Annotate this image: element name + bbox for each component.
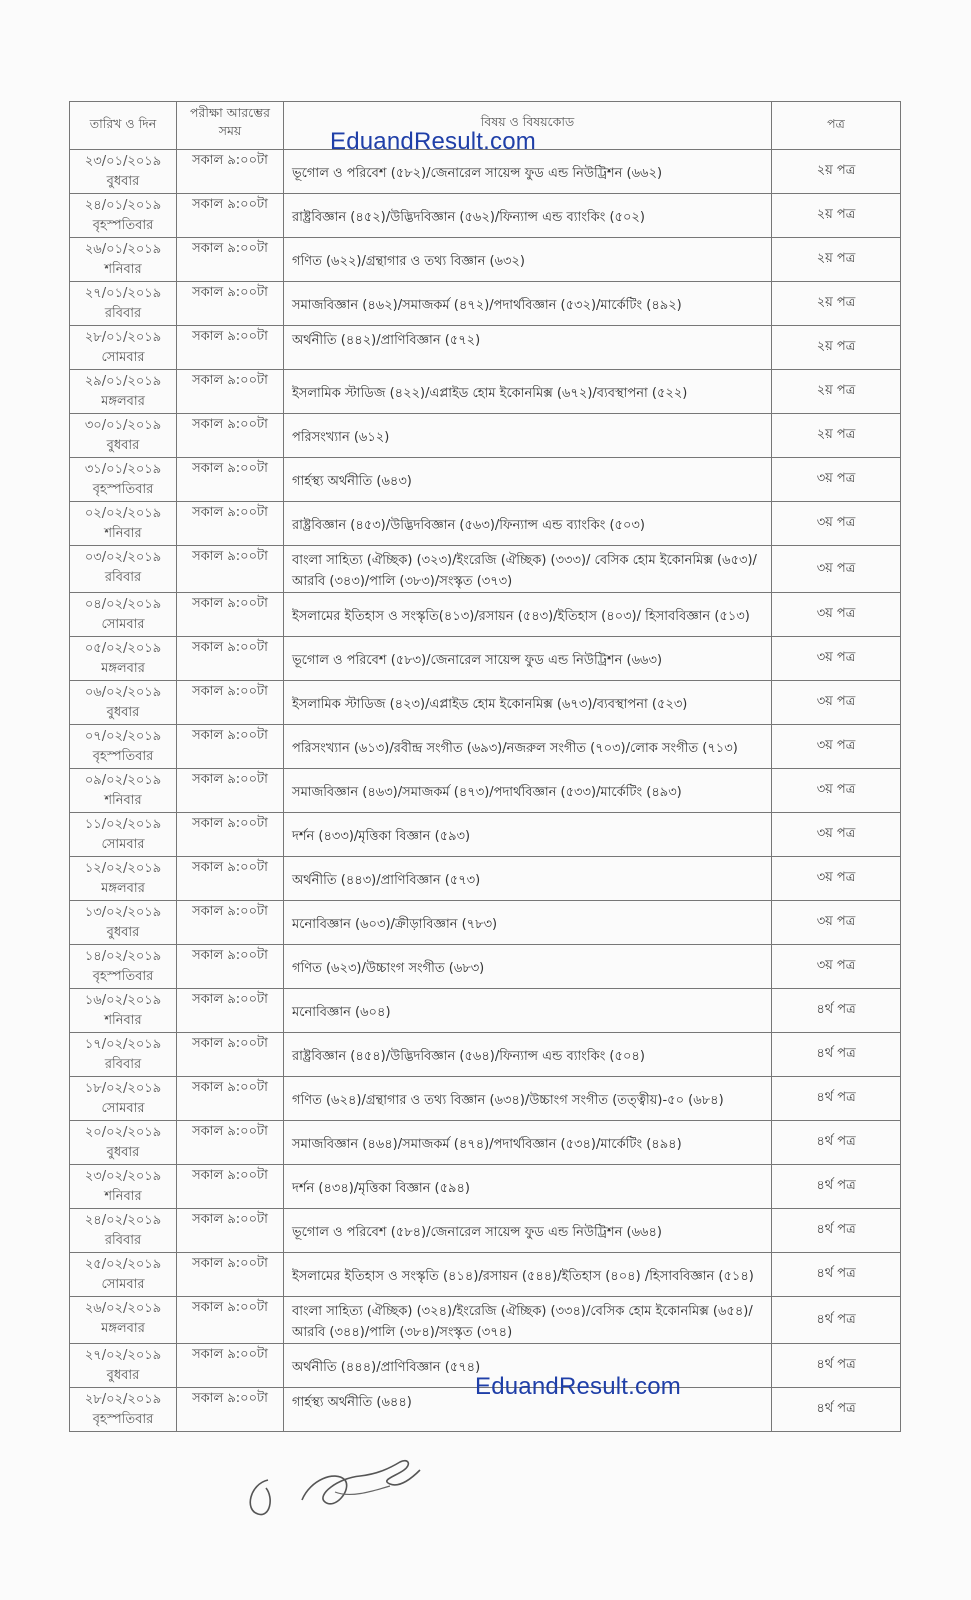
table-row bbox=[70, 945, 901, 989]
exam-date: ২৭/০১/২০১৯ bbox=[84, 286, 162, 301]
exam-subject: গণিত (৬২৪)/গ্রন্থাগার ও তথ্য বিজ্ঞান (৬৩৪)/উচ্চাংগ সংগীত (তত্ত্বীয়)-৫০ (৬৮৪) bbox=[284, 1077, 772, 1121]
table-row bbox=[70, 1297, 901, 1344]
date-day-cell bbox=[70, 282, 177, 326]
table-row bbox=[70, 681, 901, 725]
exam-day: বুধবার bbox=[106, 705, 140, 720]
table-row bbox=[70, 813, 901, 857]
exam-paper: ২য় পত্র bbox=[772, 414, 901, 458]
exam-start-time: সকাল ৯:০০টা bbox=[177, 593, 284, 637]
date-day-cell bbox=[70, 238, 177, 282]
date-day-cell bbox=[70, 194, 177, 238]
date-day-cell bbox=[70, 989, 177, 1033]
exam-paper: ৩য় পত্র bbox=[772, 901, 901, 945]
exam-start-time: সকাল ৯:০০টা bbox=[177, 901, 284, 945]
exam-day: সোমবার bbox=[101, 350, 145, 365]
exam-paper: ২য় পত্র bbox=[772, 282, 901, 326]
date-day-cell bbox=[70, 414, 177, 458]
exam-day: মঙ্গলবার bbox=[101, 881, 145, 896]
exam-routine-table bbox=[69, 101, 901, 1432]
exam-paper: ২য় পত্র bbox=[772, 238, 901, 282]
date-day-cell bbox=[70, 1297, 177, 1344]
exam-subject: রাষ্ট্রবিজ্ঞান (৪৫৩)/উদ্ভিদবিজ্ঞান (৫৬৩)/ফিন্যান্স এন্ড ব্যাংকিং (৫০৩) bbox=[284, 502, 772, 546]
date-day-cell bbox=[70, 857, 177, 901]
exam-paper: ২য় পত্র bbox=[772, 150, 901, 194]
exam-date: ০৭/০২/২০১৯ bbox=[84, 729, 162, 744]
exam-paper: ২য় পত্র bbox=[772, 370, 901, 414]
exam-paper: ৩য় পত্র bbox=[772, 637, 901, 681]
date-day-cell bbox=[70, 901, 177, 945]
exam-date: ২৮/০১/২০১৯ bbox=[84, 330, 162, 345]
exam-date: ১৬/০২/২০১৯ bbox=[84, 993, 162, 1008]
exam-paper: ৩য় পত্র bbox=[772, 857, 901, 901]
exam-start-time: সকাল ৯:০০টা bbox=[177, 989, 284, 1033]
exam-paper: ৪র্থ পত্র bbox=[772, 1253, 901, 1297]
table-row bbox=[70, 282, 901, 326]
exam-start-time: সকাল ৯:০০টা bbox=[177, 502, 284, 546]
table-row bbox=[70, 901, 901, 945]
exam-date: ৩১/০১/২০১৯ bbox=[84, 462, 162, 477]
exam-subject: দর্শন (৪৩৩)/মৃত্তিকা বিজ্ঞান (৫৯৩) bbox=[284, 813, 772, 857]
exam-day: রবিবার bbox=[104, 306, 142, 321]
exam-subject: মনোবিজ্ঞান (৬০৪) bbox=[284, 989, 772, 1033]
exam-paper: ৪র্থ পত্র bbox=[772, 1297, 901, 1344]
table-row bbox=[70, 593, 901, 637]
exam-date: ২৪/০২/২০১৯ bbox=[84, 1213, 162, 1228]
exam-subject: পরিসংখ্যান (৬১৩)/রবীন্দ্র সংগীত (৬৯৩)/নজরুল সংগীত (৭০৩)/লোক সংগীত (৭১৩) bbox=[284, 725, 772, 769]
exam-start-time: সকাল ৯:০০টা bbox=[177, 681, 284, 725]
table-row bbox=[70, 1033, 901, 1077]
exam-paper: ৩য় পত্র bbox=[772, 769, 901, 813]
exam-subject: অর্থনীতি (৪৪৪)/প্রাণিবিজ্ঞান (৫৭৪) bbox=[284, 1344, 772, 1388]
exam-start-time: সকাল ৯:০০টা bbox=[177, 1388, 284, 1432]
date-day-cell bbox=[70, 593, 177, 637]
exam-date: ০৪/০২/২০১৯ bbox=[84, 597, 162, 612]
table-row bbox=[70, 238, 901, 282]
exam-paper: ৪র্থ পত্র bbox=[772, 1121, 901, 1165]
exam-day: রবিবার bbox=[104, 1057, 142, 1072]
exam-subject: দর্শন (৪৩৪)/মৃত্তিকা বিজ্ঞান (৫৯৪) bbox=[284, 1165, 772, 1209]
signature-image bbox=[240, 1440, 440, 1530]
exam-paper: ৩য় পত্র bbox=[772, 546, 901, 593]
table-row bbox=[70, 769, 901, 813]
date-day-cell bbox=[70, 725, 177, 769]
table-row bbox=[70, 502, 901, 546]
exam-subject: ইসলামের ইতিহাস ও সংস্কৃতি (৪১৪)/রসায়ন (৫৪৪)/ইতিহাস (৪০৪) /হিসাববিজ্ঞান (৫১৪) bbox=[284, 1253, 772, 1297]
exam-start-time: সকাল ৯:০০টা bbox=[177, 1297, 284, 1344]
exam-start-time: সকাল ৯:০০টা bbox=[177, 370, 284, 414]
date-day-cell bbox=[70, 769, 177, 813]
exam-paper: ৪র্থ পত্র bbox=[772, 1388, 901, 1432]
exam-day: মঙ্গলবার bbox=[101, 661, 145, 676]
exam-paper: ৩য় পত্র bbox=[772, 502, 901, 546]
exam-day: মঙ্গলবার bbox=[101, 394, 145, 409]
date-day-cell bbox=[70, 1165, 177, 1209]
exam-date: ২০/০২/২০১৯ bbox=[84, 1125, 162, 1140]
table-row bbox=[70, 857, 901, 901]
exam-paper: ৪র্থ পত্র bbox=[772, 1165, 901, 1209]
exam-date: ২৭/০২/২০১৯ bbox=[84, 1348, 162, 1363]
exam-start-time: সকাল ৯:০০টা bbox=[177, 546, 284, 593]
exam-subject: রাষ্ট্রবিজ্ঞান (৪৫২)/উদ্ভিদবিজ্ঞান (৫৬২)/ফিন্যান্স এন্ড ব্যাংকিং (৫০২) bbox=[284, 194, 772, 238]
table-row bbox=[70, 458, 901, 502]
table-row bbox=[70, 637, 901, 681]
exam-date: ৩০/০১/২০১৯ bbox=[84, 418, 162, 433]
exam-date: ০৫/০২/২০১৯ bbox=[84, 641, 162, 656]
exam-day: শনিবার bbox=[104, 1189, 142, 1204]
table-row bbox=[70, 1209, 901, 1253]
exam-subject: সমাজবিজ্ঞান (৪৬৩)/সমাজকর্ম (৪৭৩)/পদার্থবিজ্ঞান (৫৩৩)/মার্কেটিং (৪৯৩) bbox=[284, 769, 772, 813]
exam-subject: গার্হস্থ্য অর্থনীতি (৬৪৩) bbox=[284, 458, 772, 502]
exam-day: বৃহস্পতিবার bbox=[92, 749, 154, 764]
exam-start-time: সকাল ৯:০০টা bbox=[177, 150, 284, 194]
exam-date: ১৩/০২/২০১৯ bbox=[84, 905, 162, 920]
exam-date: ২৯/০১/২০১৯ bbox=[84, 374, 162, 389]
exam-paper: ৩য় পত্র bbox=[772, 945, 901, 989]
exam-date: ১২/০২/২০১৯ bbox=[84, 861, 162, 876]
date-day-cell bbox=[70, 150, 177, 194]
exam-day: সোমবার bbox=[101, 617, 145, 632]
exam-date: ০২/০২/২০১৯ bbox=[84, 506, 162, 521]
exam-paper: ৪র্থ পত্র bbox=[772, 1344, 901, 1388]
header-start-time: পরীক্ষা আরম্ভের সময় bbox=[177, 102, 284, 150]
exam-day: বৃহস্পতিবার bbox=[92, 482, 154, 497]
exam-paper: ৩য় পত্র bbox=[772, 458, 901, 502]
exam-subject: গার্হস্থ্য অর্থনীতি (৬৪৪) bbox=[284, 1388, 772, 1432]
table-row bbox=[70, 150, 901, 194]
exam-start-time: সকাল ৯:০০টা bbox=[177, 1209, 284, 1253]
exam-paper: ৩য় পত্র bbox=[772, 681, 901, 725]
table-row bbox=[70, 989, 901, 1033]
exam-subject: অর্থনীতি (৪৪৩)/প্রাণিবিজ্ঞান (৫৭৩) bbox=[284, 857, 772, 901]
exam-subject: রাষ্ট্রবিজ্ঞান (৪৫৪)/উদ্ভিদবিজ্ঞান (৫৬৪)/ফিন্যান্স এন্ড ব্যাংকিং (৫০৪) bbox=[284, 1033, 772, 1077]
table-row bbox=[70, 1121, 901, 1165]
exam-start-time: সকাল ৯:০০টা bbox=[177, 1121, 284, 1165]
exam-date: ২৮/০২/২০১৯ bbox=[84, 1392, 162, 1407]
table-row bbox=[70, 414, 901, 458]
date-day-cell bbox=[70, 1033, 177, 1077]
date-day-cell bbox=[70, 1344, 177, 1388]
exam-paper: ২য় পত্র bbox=[772, 326, 901, 370]
exam-start-time: সকাল ৯:০০টা bbox=[177, 1344, 284, 1388]
exam-date: ২৩/০১/২০১৯ bbox=[84, 154, 162, 169]
exam-date: ২৫/০২/২০১৯ bbox=[84, 1257, 162, 1272]
exam-day: শনিবার bbox=[104, 262, 142, 277]
exam-date: ২৬/০২/২০১৯ bbox=[84, 1301, 162, 1316]
exam-date: ০৯/০২/২০১৯ bbox=[84, 773, 162, 788]
exam-day: শনিবার bbox=[104, 793, 142, 808]
exam-date: ১৭/০২/২০১৯ bbox=[84, 1037, 162, 1052]
exam-subject: সমাজবিজ্ঞান (৪৬২)/সমাজকর্ম (৪৭২)/পদার্থবিজ্ঞান (৫৩২)/মার্কেটিং (৪৯২) bbox=[284, 282, 772, 326]
exam-date: ১৪/০২/২০১৯ bbox=[84, 949, 162, 964]
exam-day: বুধবার bbox=[106, 174, 140, 189]
exam-day: বুধবার bbox=[106, 1368, 140, 1383]
exam-subject: ভূগোল ও পরিবেশ (৫৮৪)/জেনারেল সায়েন্স ফুড এন্ড নিউট্রিশন (৬৬৪) bbox=[284, 1209, 772, 1253]
exam-subject: সমাজবিজ্ঞান (৪৬৪)/সমাজকর্ম (৪৭৪)/পদার্থবিজ্ঞান (৫৩৪)/মার্কেটিং (৪৯৪) bbox=[284, 1121, 772, 1165]
exam-start-time: সকাল ৯:০০টা bbox=[177, 326, 284, 370]
date-day-cell bbox=[70, 1077, 177, 1121]
date-day-cell bbox=[70, 458, 177, 502]
table-row bbox=[70, 370, 901, 414]
table-row bbox=[70, 725, 901, 769]
exam-day: বুধবার bbox=[106, 925, 140, 940]
exam-day: শনিবার bbox=[104, 1013, 142, 1028]
exam-day: বুধবার bbox=[106, 1145, 140, 1160]
table-row bbox=[70, 1077, 901, 1121]
date-day-cell bbox=[70, 637, 177, 681]
exam-subject: ইসলামিক স্টাডিজ (৪২৩)/এপ্লাইড হোম ইকোনমিক্স (৬৭৩)/ব্যবস্থাপনা (৫২৩) bbox=[284, 681, 772, 725]
exam-day: রবিবার bbox=[104, 570, 142, 585]
exam-subject: গণিত (৬২৩)/উচ্চাংগ সংগীত (৬৮৩) bbox=[284, 945, 772, 989]
header-subject-code-label: বিষয় ও বিষয়কোড bbox=[480, 114, 575, 129]
table-row bbox=[70, 1165, 901, 1209]
exam-date: ১১/০২/২০১৯ bbox=[84, 817, 162, 832]
exam-subject: মনোবিজ্ঞান (৬০৩)/ক্রীড়াবিজ্ঞান (৭৮৩) bbox=[284, 901, 772, 945]
exam-date: ০৩/০২/২০১৯ bbox=[84, 550, 162, 565]
exam-day: মঙ্গলবার bbox=[101, 1321, 145, 1336]
exam-date: ২৩/০২/২০১৯ bbox=[84, 1169, 162, 1184]
date-day-cell bbox=[70, 945, 177, 989]
exam-subject: ভূগোল ও পরিবেশ (৫৮২)/জেনারেল সায়েন্স ফুড এন্ড নিউট্রিশন (৬৬২) bbox=[284, 150, 772, 194]
exam-date: ২৪/০১/২০১৯ bbox=[84, 198, 162, 213]
exam-start-time: সকাল ৯:০০টা bbox=[177, 1077, 284, 1121]
exam-start-time: সকাল ৯:০০টা bbox=[177, 1033, 284, 1077]
exam-subject: অর্থনীতি (৪৪২)/প্রাণিবিজ্ঞান (৫৭২) bbox=[284, 326, 772, 370]
exam-start-time: সকাল ৯:০০টা bbox=[177, 725, 284, 769]
exam-day: বৃহস্পতিবার bbox=[92, 1412, 154, 1427]
exam-paper: ৪র্থ পত্র bbox=[772, 1033, 901, 1077]
header-paper: পত্র bbox=[772, 102, 901, 150]
table-row bbox=[70, 546, 901, 593]
exam-paper: ৪র্থ পত্র bbox=[772, 989, 901, 1033]
exam-start-time: সকাল ৯:০০টা bbox=[177, 194, 284, 238]
exam-day: বৃহস্পতিবার bbox=[92, 218, 154, 233]
exam-subject: ইসলামিক স্টাডিজ (৪২২)/এপ্লাইড হোম ইকোনমিক্স (৬৭২)/ব্যবস্থাপনা (৫২২) bbox=[284, 370, 772, 414]
exam-start-time: সকাল ৯:০০টা bbox=[177, 1165, 284, 1209]
exam-day: বুধবার bbox=[106, 438, 140, 453]
header-date-day: তারিখ ও দিন bbox=[70, 102, 177, 150]
exam-subject: ইসলামের ইতিহাস ও সংস্কৃতি(৪১৩)/রসায়ন (৫৪৩)/ইতিহাস (৪০৩)/ হিসাববিজ্ঞান (৫১৩) bbox=[284, 593, 772, 637]
date-day-cell bbox=[70, 1253, 177, 1297]
date-day-cell bbox=[70, 370, 177, 414]
date-day-cell bbox=[70, 1388, 177, 1432]
exam-paper: ৩য় পত্র bbox=[772, 725, 901, 769]
exam-day: রবিবার bbox=[104, 1233, 142, 1248]
exam-day: সোমবার bbox=[101, 1101, 145, 1116]
exam-date: ১৮/০২/২০১৯ bbox=[84, 1081, 162, 1096]
exam-start-time: সকাল ৯:০০টা bbox=[177, 414, 284, 458]
table-row bbox=[70, 326, 901, 370]
exam-subject: গণিত (৬২২)/গ্রন্থাগার ও তথ্য বিজ্ঞান (৬৩২) bbox=[284, 238, 772, 282]
date-day-cell bbox=[70, 502, 177, 546]
exam-day: সোমবার bbox=[101, 1277, 145, 1292]
date-day-cell bbox=[70, 326, 177, 370]
watermark-top: EduandResult.com bbox=[330, 128, 536, 155]
exam-paper: ২য় পত্র bbox=[772, 194, 901, 238]
date-day-cell bbox=[70, 813, 177, 857]
exam-subject: বাংলা সাহিত্য (ঐচ্ছিক) (৩২৩)/ইংরেজি (ঐচ্ছিক) (৩৩৩)/ বেসিক হোম ইকোনমিক্স (৬৫৩)/আরবি (৩৪৩)/পালি (৩৮৩)/সংস্কৃত (৩৭৩) bbox=[284, 546, 772, 593]
exam-subject: পরিসংখ্যান (৬১২) bbox=[284, 414, 772, 458]
exam-start-time: সকাল ৯:০০টা bbox=[177, 769, 284, 813]
exam-start-time: সকাল ৯:০০টা bbox=[177, 857, 284, 901]
exam-date: ২৬/০১/২০১৯ bbox=[84, 242, 162, 257]
exam-start-time: সকাল ৯:০০টা bbox=[177, 238, 284, 282]
exam-start-time: সকাল ৯:০০টা bbox=[177, 813, 284, 857]
exam-day: শনিবার bbox=[104, 526, 142, 541]
exam-subject: ভূগোল ও পরিবেশ (৫৮৩)/জেনারেল সায়েন্স ফুড এন্ড নিউট্রিশন (৬৬৩) bbox=[284, 637, 772, 681]
exam-paper: ৩য় পত্র bbox=[772, 593, 901, 637]
date-day-cell bbox=[70, 1121, 177, 1165]
date-day-cell bbox=[70, 546, 177, 593]
exam-day: সোমবার bbox=[101, 837, 145, 852]
exam-day: বৃহস্পতিবার bbox=[92, 969, 154, 984]
exam-paper: ৪র্থ পত্র bbox=[772, 1209, 901, 1253]
date-day-cell bbox=[70, 1209, 177, 1253]
table-row bbox=[70, 1253, 901, 1297]
exam-start-time: সকাল ৯:০০টা bbox=[177, 458, 284, 502]
exam-paper: ৪র্থ পত্র bbox=[772, 1077, 901, 1121]
table-body bbox=[70, 150, 901, 1432]
exam-start-time: সকাল ৯:০০টা bbox=[177, 945, 284, 989]
exam-start-time: সকাল ৯:০০টা bbox=[177, 282, 284, 326]
exam-subject: বাংলা সাহিত্য (ঐচ্ছিক) (৩২৪)/ইংরেজি (ঐচ্ছিক) (৩৩৪)/বেসিক হোম ইকোনমিক্স (৬৫৪)/আরবি (৩৪৪)/পালি (৩৮৪)/সংস্কৃত (৩৭৪) bbox=[284, 1297, 772, 1344]
exam-start-time: সকাল ৯:০০টা bbox=[177, 1253, 284, 1297]
date-day-cell bbox=[70, 681, 177, 725]
watermark-bottom: EduandResult.com bbox=[475, 1373, 681, 1400]
table-row bbox=[70, 194, 901, 238]
exam-start-time: সকাল ৯:০০টা bbox=[177, 637, 284, 681]
exam-paper: ৩য় পত্র bbox=[772, 813, 901, 857]
exam-date: ০৬/০২/২০১৯ bbox=[84, 685, 162, 700]
